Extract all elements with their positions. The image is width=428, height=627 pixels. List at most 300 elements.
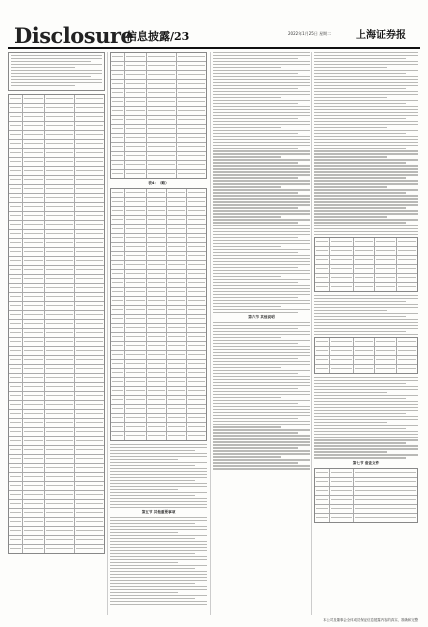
text-line [213, 115, 310, 116]
table-cell [111, 306, 125, 314]
table-cell [177, 62, 206, 70]
footer-note: 本公司及董事会全体成员保证信息披露内容的真实、准确和完整 [323, 618, 418, 622]
table-cell [167, 432, 187, 440]
table-cell [330, 247, 353, 255]
table-cell [23, 203, 45, 211]
text-line [314, 301, 406, 302]
table-row [111, 333, 206, 342]
text-line [213, 462, 298, 463]
table-cell [167, 315, 187, 323]
table-cell [187, 243, 206, 251]
text-line [110, 459, 178, 460]
text-line [314, 76, 418, 77]
table-cell [23, 194, 45, 202]
column-divider [107, 52, 108, 615]
table-cell [45, 536, 75, 544]
text-line [314, 310, 387, 311]
table-cell [125, 89, 147, 97]
table-cell [125, 252, 147, 260]
text-line [314, 201, 418, 202]
table-cell [315, 365, 330, 373]
table-row [9, 482, 104, 491]
table-cell [45, 194, 75, 202]
table-row [111, 270, 206, 279]
table-cell [330, 338, 353, 346]
brand-logo: Disclosure [14, 23, 134, 48]
table-cell [9, 275, 23, 283]
table-cell [45, 140, 75, 148]
table-cell [177, 89, 206, 97]
table-cell [147, 62, 177, 70]
text-line [314, 434, 418, 435]
table-row [111, 152, 206, 161]
table-row [111, 62, 206, 71]
text-line [213, 216, 281, 217]
table-cell [111, 342, 125, 350]
text-line [314, 383, 406, 384]
table-cell [111, 261, 125, 269]
text-line [213, 367, 281, 368]
table-cell [167, 396, 187, 404]
table-cell [23, 284, 45, 292]
table-cell [111, 161, 125, 169]
table-cell [45, 248, 75, 256]
table-cell [9, 284, 23, 292]
table-cell [147, 134, 177, 142]
table-cell [111, 134, 125, 142]
table-cell [315, 283, 330, 291]
text-line [110, 507, 207, 508]
table-row [9, 347, 104, 356]
table-cell [330, 265, 353, 273]
table-cell [375, 274, 396, 282]
table-cell [187, 396, 206, 404]
table-cell [9, 473, 23, 481]
text-line [213, 300, 310, 301]
table-cell [9, 194, 23, 202]
table-cell [45, 500, 75, 508]
text-line [213, 213, 310, 214]
text-line [213, 228, 310, 229]
table-cell [125, 170, 147, 178]
text-line [314, 419, 418, 420]
table-cell [23, 527, 45, 535]
table-cell [23, 473, 45, 481]
table-cell [147, 216, 167, 224]
table-cell [315, 505, 330, 513]
table-cell [45, 383, 75, 391]
text-line [213, 297, 298, 298]
text-line [314, 148, 406, 149]
table-cell [354, 356, 375, 364]
table-row [111, 216, 206, 225]
table-cell [45, 239, 75, 247]
text-line [213, 267, 298, 268]
text-line [314, 159, 418, 160]
text-line [110, 574, 207, 575]
table-cell [147, 198, 167, 206]
table-cell [23, 149, 45, 157]
text-line [213, 91, 310, 92]
table-cell [147, 342, 167, 350]
table-cell [315, 247, 330, 255]
text-line [213, 210, 310, 211]
table-cell [167, 207, 187, 215]
text-line [213, 150, 310, 151]
text-line [314, 307, 418, 308]
table-cell [147, 243, 167, 251]
table-row [111, 125, 206, 134]
table-cell [167, 342, 187, 350]
table-cell [125, 143, 147, 151]
table-cell [111, 207, 125, 215]
table-cell [23, 383, 45, 391]
text-line [314, 207, 406, 208]
text-line [213, 397, 281, 398]
text-line [314, 112, 418, 113]
table-cell [23, 266, 45, 274]
table-row [9, 302, 104, 311]
text-line [213, 237, 298, 238]
table-cell [111, 315, 125, 323]
text-line [213, 382, 310, 383]
text-line [213, 201, 310, 202]
text-line [213, 174, 310, 175]
table-row [315, 256, 417, 265]
table-cell [187, 198, 206, 206]
text-line [213, 55, 310, 56]
table-cell [23, 311, 45, 319]
text-line [314, 316, 406, 317]
table-row [9, 455, 104, 464]
table-cell [147, 252, 167, 260]
text-line [213, 373, 298, 374]
table-row [111, 89, 206, 98]
text-line [213, 400, 310, 401]
table-cell [9, 437, 23, 445]
text-line [213, 112, 310, 113]
table-cell [187, 279, 206, 287]
table-cell [111, 396, 125, 404]
text-line [213, 168, 310, 169]
table-cell [125, 306, 147, 314]
text-line [314, 142, 418, 143]
table-cell [9, 410, 23, 418]
table-row [111, 261, 206, 270]
table-row [111, 297, 206, 306]
table-cell [9, 212, 23, 220]
table-cell [111, 53, 125, 61]
table-cell [9, 428, 23, 436]
table-cell [177, 125, 206, 133]
text-line [314, 186, 387, 187]
text-line [213, 282, 298, 283]
table-cell [111, 432, 125, 440]
table-cell [9, 482, 23, 490]
text-line [213, 148, 298, 149]
table-cell [45, 392, 75, 400]
table-cell [167, 333, 187, 341]
table-cell [177, 116, 206, 124]
table-cell [315, 256, 330, 264]
text-line [314, 70, 418, 71]
text-line [213, 97, 281, 98]
table-cell [45, 446, 75, 454]
table-row [9, 527, 104, 536]
table-row [9, 140, 104, 149]
text-line [314, 183, 418, 184]
table-cell [375, 247, 396, 255]
text-line [110, 480, 195, 481]
text-line [314, 298, 418, 299]
table-cell [23, 167, 45, 175]
table-cell [75, 383, 104, 391]
table-cell [45, 338, 75, 346]
table-cell [111, 225, 125, 233]
table-cell [167, 351, 187, 359]
table-row [111, 107, 206, 116]
table-cell [9, 383, 23, 391]
text-line [314, 331, 406, 332]
table-row [111, 225, 206, 234]
text-line [314, 85, 418, 86]
text-line [213, 118, 298, 119]
table-cell [75, 518, 104, 526]
table-cell [45, 185, 75, 193]
table-cell [75, 266, 104, 274]
table-cell [125, 270, 147, 278]
text-line [110, 559, 207, 560]
text-line [213, 85, 310, 86]
table-cell [9, 131, 23, 139]
text-line [110, 577, 207, 578]
text-line [110, 556, 207, 557]
table-cell [45, 293, 75, 301]
table-cell [75, 221, 104, 229]
table-cell [330, 238, 353, 246]
text-line [314, 377, 418, 378]
table-cell [125, 161, 147, 169]
table-cell [125, 189, 147, 197]
table-cell [167, 405, 187, 413]
text-line [314, 213, 418, 214]
table-cell [187, 207, 206, 215]
table-cell [45, 428, 75, 436]
text-line [213, 133, 298, 134]
table-cell [9, 491, 23, 499]
table-row [315, 247, 417, 256]
table-cell [111, 170, 125, 178]
body-text [213, 52, 310, 313]
text-line [314, 404, 418, 405]
body-text [314, 295, 418, 335]
table-cell [75, 473, 104, 481]
table-row [9, 356, 104, 365]
text-line [213, 103, 298, 104]
subsection-title: 第七节 备查文件 [352, 460, 380, 465]
text-line [110, 462, 207, 463]
table-row [315, 238, 417, 247]
table-row [111, 324, 206, 333]
table-cell [125, 207, 147, 215]
table-cell [111, 107, 125, 115]
table-row [9, 131, 104, 140]
text-line [213, 418, 298, 419]
table-cell [75, 437, 104, 445]
table-row [9, 374, 104, 383]
text-line [213, 255, 310, 256]
table-cell [147, 369, 167, 377]
table-cell [45, 347, 75, 355]
text-line [213, 415, 310, 416]
table-cell [23, 491, 45, 499]
text-line [213, 249, 310, 250]
table-cell [45, 401, 75, 409]
text-line [213, 394, 310, 395]
text-line [213, 355, 310, 356]
text-line [314, 410, 418, 411]
text-line [314, 145, 418, 146]
table-cell [354, 347, 375, 355]
table-cell [315, 347, 330, 355]
table-cell [111, 360, 125, 368]
table-cell [147, 324, 167, 332]
table-cell [23, 401, 45, 409]
text-line [213, 447, 298, 448]
text-line [314, 103, 406, 104]
text-line [213, 385, 310, 386]
text-line [110, 492, 207, 493]
table-cell [177, 80, 206, 88]
table-cell [45, 122, 75, 130]
table-cell [75, 104, 104, 112]
table-row [9, 248, 104, 257]
text-line [314, 174, 418, 175]
table-cell [45, 527, 75, 535]
table-row [315, 283, 417, 291]
table-cell [23, 302, 45, 310]
table-cell [9, 455, 23, 463]
table-cell [9, 113, 23, 121]
text-line [213, 70, 310, 71]
table-cell [23, 374, 45, 382]
table-cell [125, 134, 147, 142]
table-row [315, 514, 417, 522]
text-line [110, 453, 207, 454]
table-cell [167, 252, 187, 260]
body-text [314, 377, 418, 459]
table-cell [187, 297, 206, 305]
text-line [110, 501, 207, 502]
table-cell [167, 369, 187, 377]
text-line [213, 432, 298, 433]
text-line [314, 451, 387, 452]
table-row [9, 491, 104, 500]
text-line [213, 76, 310, 77]
text-line [213, 306, 281, 307]
text-line [213, 441, 310, 442]
table-cell [330, 365, 353, 373]
table-cell [167, 225, 187, 233]
table-cell [23, 446, 45, 454]
table-row [9, 419, 104, 428]
table-cell [9, 446, 23, 454]
table-row [9, 329, 104, 338]
text-line [213, 309, 310, 310]
text-line [314, 210, 418, 211]
table-row [111, 170, 206, 178]
table-cell [187, 387, 206, 395]
text-line [213, 291, 310, 292]
table-cell [75, 347, 104, 355]
text-line [314, 106, 418, 107]
table-cell [23, 437, 45, 445]
text-line [213, 177, 298, 178]
text-line [213, 225, 310, 226]
table-cell [111, 234, 125, 242]
table-row [111, 198, 206, 207]
text-line [110, 520, 207, 521]
table-cell [375, 238, 396, 246]
text-line [110, 468, 207, 469]
text-line [110, 517, 207, 518]
text-line [314, 162, 406, 163]
text-line [314, 189, 418, 190]
table-cell [111, 98, 125, 106]
table-cell [9, 356, 23, 364]
table-cell [354, 505, 417, 513]
table-cell [9, 329, 23, 337]
table-cell [354, 487, 417, 495]
text-line [213, 328, 298, 329]
text-line [213, 346, 310, 347]
table-cell [45, 266, 75, 274]
text-line [213, 444, 310, 445]
text-line [213, 171, 310, 172]
table-cell [147, 98, 177, 106]
table-cell [167, 288, 187, 296]
table-cell [23, 239, 45, 247]
table-cell [23, 230, 45, 238]
table-cell [75, 365, 104, 373]
table-cell [75, 185, 104, 193]
table-cell [315, 514, 330, 522]
table-cell [23, 338, 45, 346]
table-cell [23, 356, 45, 364]
text-line [110, 486, 207, 487]
text-line [110, 541, 207, 542]
table-row [315, 487, 417, 496]
table-cell [23, 509, 45, 517]
text-line [314, 91, 418, 92]
text-line [213, 376, 310, 377]
table-cell [75, 401, 104, 409]
table-cell [354, 365, 375, 373]
table-cell [177, 134, 206, 142]
text-line [314, 389, 418, 390]
table-cell [147, 333, 167, 341]
table-cell [167, 387, 187, 395]
table-cell [167, 378, 187, 386]
table-cell [330, 347, 353, 355]
table-cell [354, 247, 375, 255]
table-row [9, 95, 104, 104]
table-cell [75, 527, 104, 535]
text-line [314, 431, 418, 432]
table-cell [45, 437, 75, 445]
text-line [314, 100, 418, 101]
table-cell [167, 270, 187, 278]
